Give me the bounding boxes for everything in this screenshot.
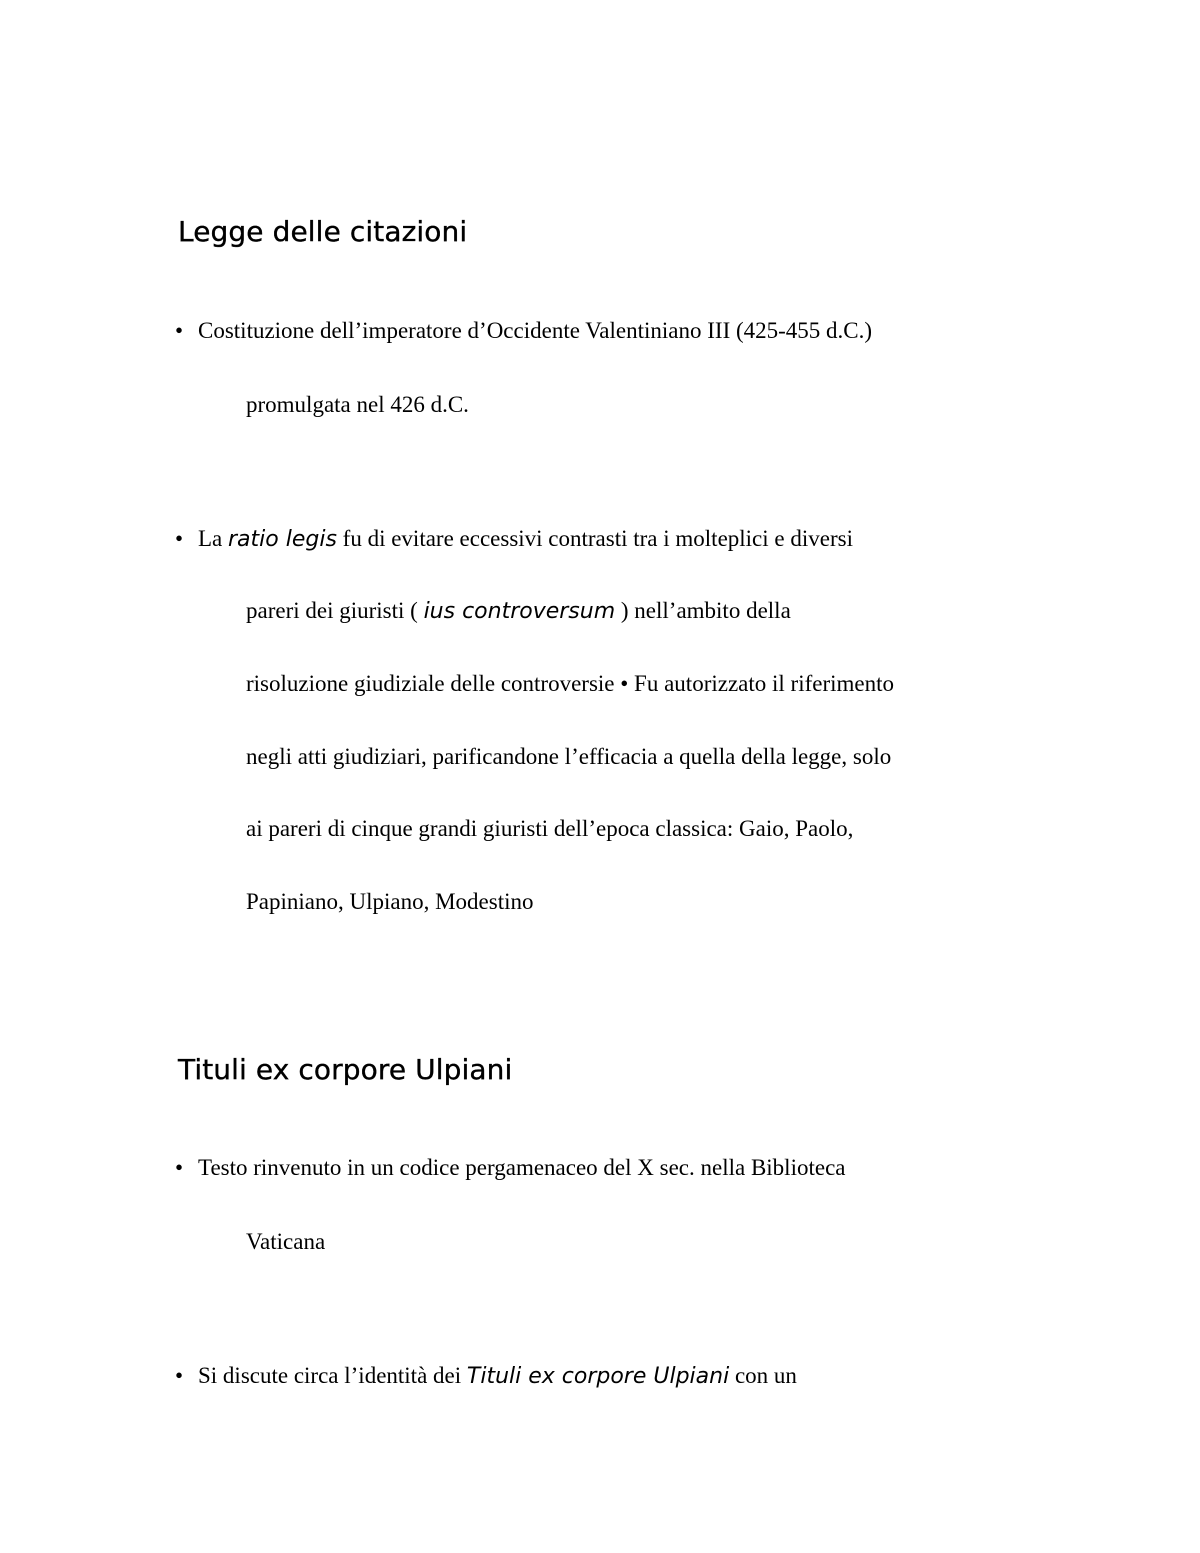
paragraph-line: Papiniano, Ulpiano, Modestino [246, 889, 534, 914]
line-text: La [198, 526, 229, 551]
latin-term: Tituli ex corpore Ulpiani [466, 1364, 730, 1389]
paragraph-line: risoluzione giudiziale delle controversie • Fu autorizzato il riferimento [246, 671, 894, 696]
latin-term: ratio legis [228, 527, 337, 552]
line-text: fu di evitare eccessivi contrasti tra i molteplici e diversi [336, 526, 853, 551]
bullet-symbol: • [175, 1363, 184, 1388]
paragraph-line: Vaticana [246, 1229, 326, 1254]
paragraph-line: Costituzione dell’imperatore d’Occidente Valentiniano III (425-455 d.C.) [198, 318, 873, 343]
paragraph-line: negli atti giudiziari, parificandone l’efficacia a quella della legge, solo [246, 744, 892, 769]
section-title: Legge delle citazioni [178, 215, 468, 248]
paragraph-line: Testo rinvenuto in un codice pergamenaceo del X sec. nella Biblioteca [198, 1155, 846, 1180]
paragraph-line: promulgata nel 426 d.C. [246, 392, 469, 417]
section-title: Tituli ex corpore Ulpiani [178, 1053, 513, 1086]
line-text: con un [729, 1363, 797, 1388]
bullet-symbol: • [175, 526, 184, 551]
paragraph-line: ai pareri di cinque grandi giuristi dell’epoca classica: Gaio, Paolo, [246, 816, 854, 841]
line-text: Si discute circa l’identità dei [198, 1363, 467, 1388]
line-text: ) nell’ambito della [615, 598, 791, 623]
bullet-symbol: • [175, 1155, 184, 1180]
paragraph-line [246, 596, 791, 627]
line-text: pareri dei giuristi ( [246, 598, 424, 623]
paragraph-line [198, 1361, 797, 1392]
paragraph-line [198, 524, 853, 555]
bullet-symbol: • [175, 318, 184, 343]
latin-term: ius controversum [423, 599, 616, 624]
